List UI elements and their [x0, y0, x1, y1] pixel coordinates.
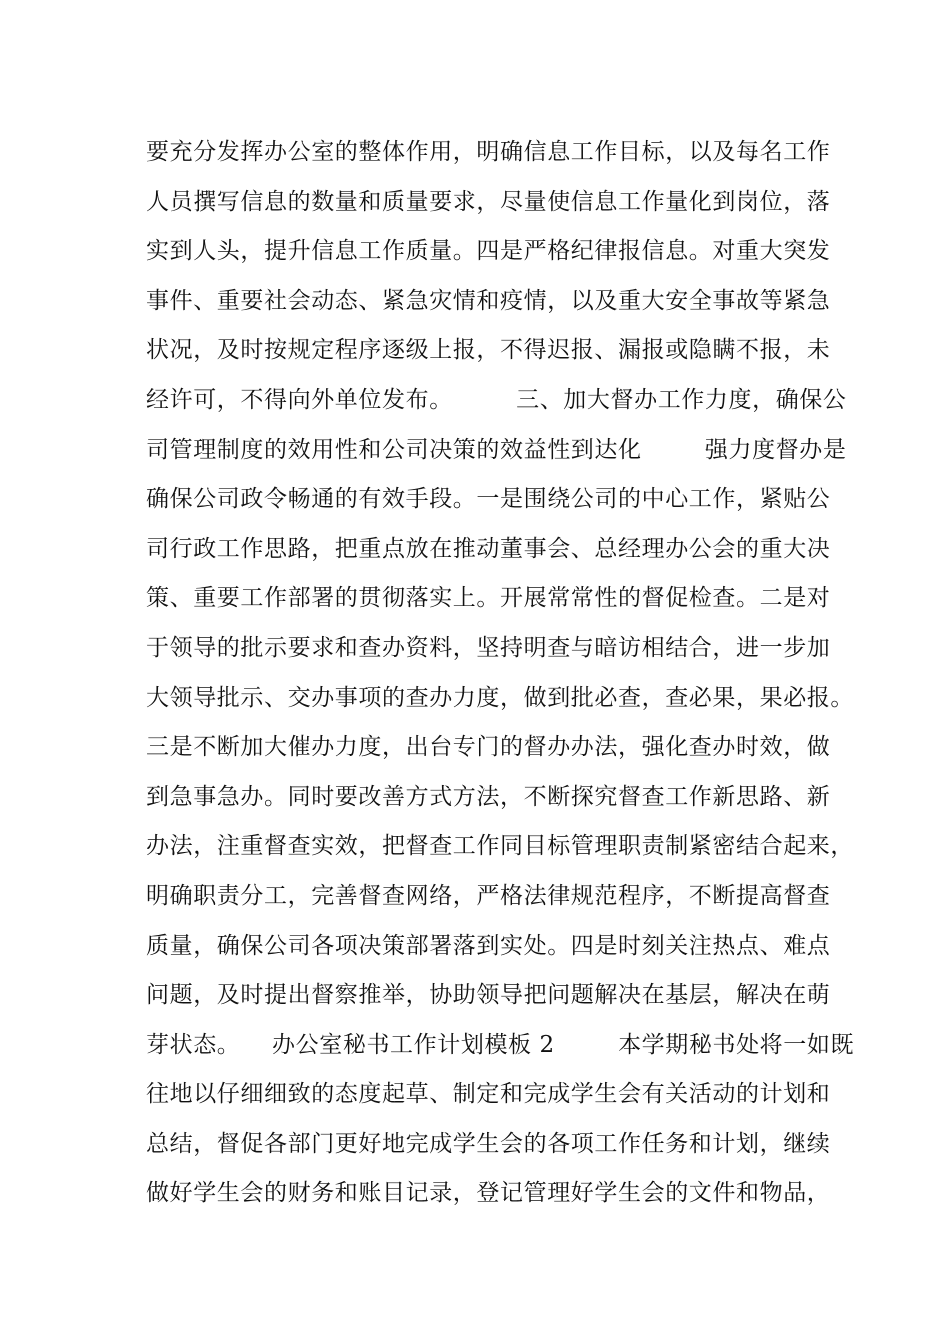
text-line: 问题，及时提出督察推举，协助领导把问题解决在基层，解决在萌: [146, 982, 831, 1009]
text-line: 三是不断加大催办力度，出台专门的督办办法，强化查办时效，做: [146, 734, 831, 761]
text-line: 到急事急办。同时要改善方式方法，不断探究督查工作新思路、新: [146, 783, 831, 810]
text-line: 芽状态。 办公室秘书工作计划模板 2 本学期秘书处将一如既: [146, 1031, 855, 1058]
text-line: 事件、重要社会动态、紧急灾情和疫情，以及重大安全事故等紧急: [146, 287, 831, 314]
text-line: 做好学生会的财务和账目记录，登记管理好学生会的文件和物品，: [146, 1180, 831, 1207]
text-line: 于领导的批示要求和查办资料，坚持明查与暗访相结合，进一步加: [146, 634, 831, 661]
text-line: 要充分发挥办公室的整体作用，明确信息工作目标，以及每名工作: [146, 139, 831, 165]
text-line: 经许可，不得向外单位发布。 三、加大督办工作力度，确保公: [146, 386, 847, 413]
text-line: 质量，确保公司各项决策部署落到实处。四是时刻关注热点、难点: [146, 932, 831, 959]
text-line: 人员撰写信息的数量和质量要求，尽量使信息工作量化到岗位，落: [146, 188, 831, 215]
text-line: 往地以仔细细致的态度起草、制定和完成学生会有关活动的计划和: [146, 1081, 831, 1108]
text-line: 大领导批示、交办事项的查办力度，做到批必查，查必果，果必报。: [146, 684, 854, 711]
text-line: 办法，注重督查实效，把督查工作同目标管理职责制紧密结合起来，: [146, 833, 854, 860]
text-line: 策、重要工作部署的贯彻落实上。开展常常性的督促检查。二是对: [146, 585, 831, 612]
text-line: 明确职责分工，完善督查网络，严格法律规范程序，不断提高督查: [146, 882, 831, 909]
text-line: 实到人头，提升信息工作质量。四是严格纪律报信息。对重大突发: [146, 238, 831, 265]
text-line: 状况，及时按规定程序逐级上报，不得迟报、漏报或隐瞒不报，未: [146, 337, 831, 364]
text-line: 总结，督促各部门更好地完成学生会的各项工作任务和计划，继续: [146, 1130, 831, 1157]
text-line: 司行政工作思路，把重点放在推动董事会、总经理办公会的重大决: [146, 535, 831, 562]
text-line: 司管理制度的效用性和公司决策的效益性到达化 强力度督办是: [146, 436, 847, 463]
body-text: [146, 128, 855, 1219]
text-line: 确保公司政令畅通的有效手段。一是围绕公司的中心工作，紧贴公: [146, 486, 831, 513]
